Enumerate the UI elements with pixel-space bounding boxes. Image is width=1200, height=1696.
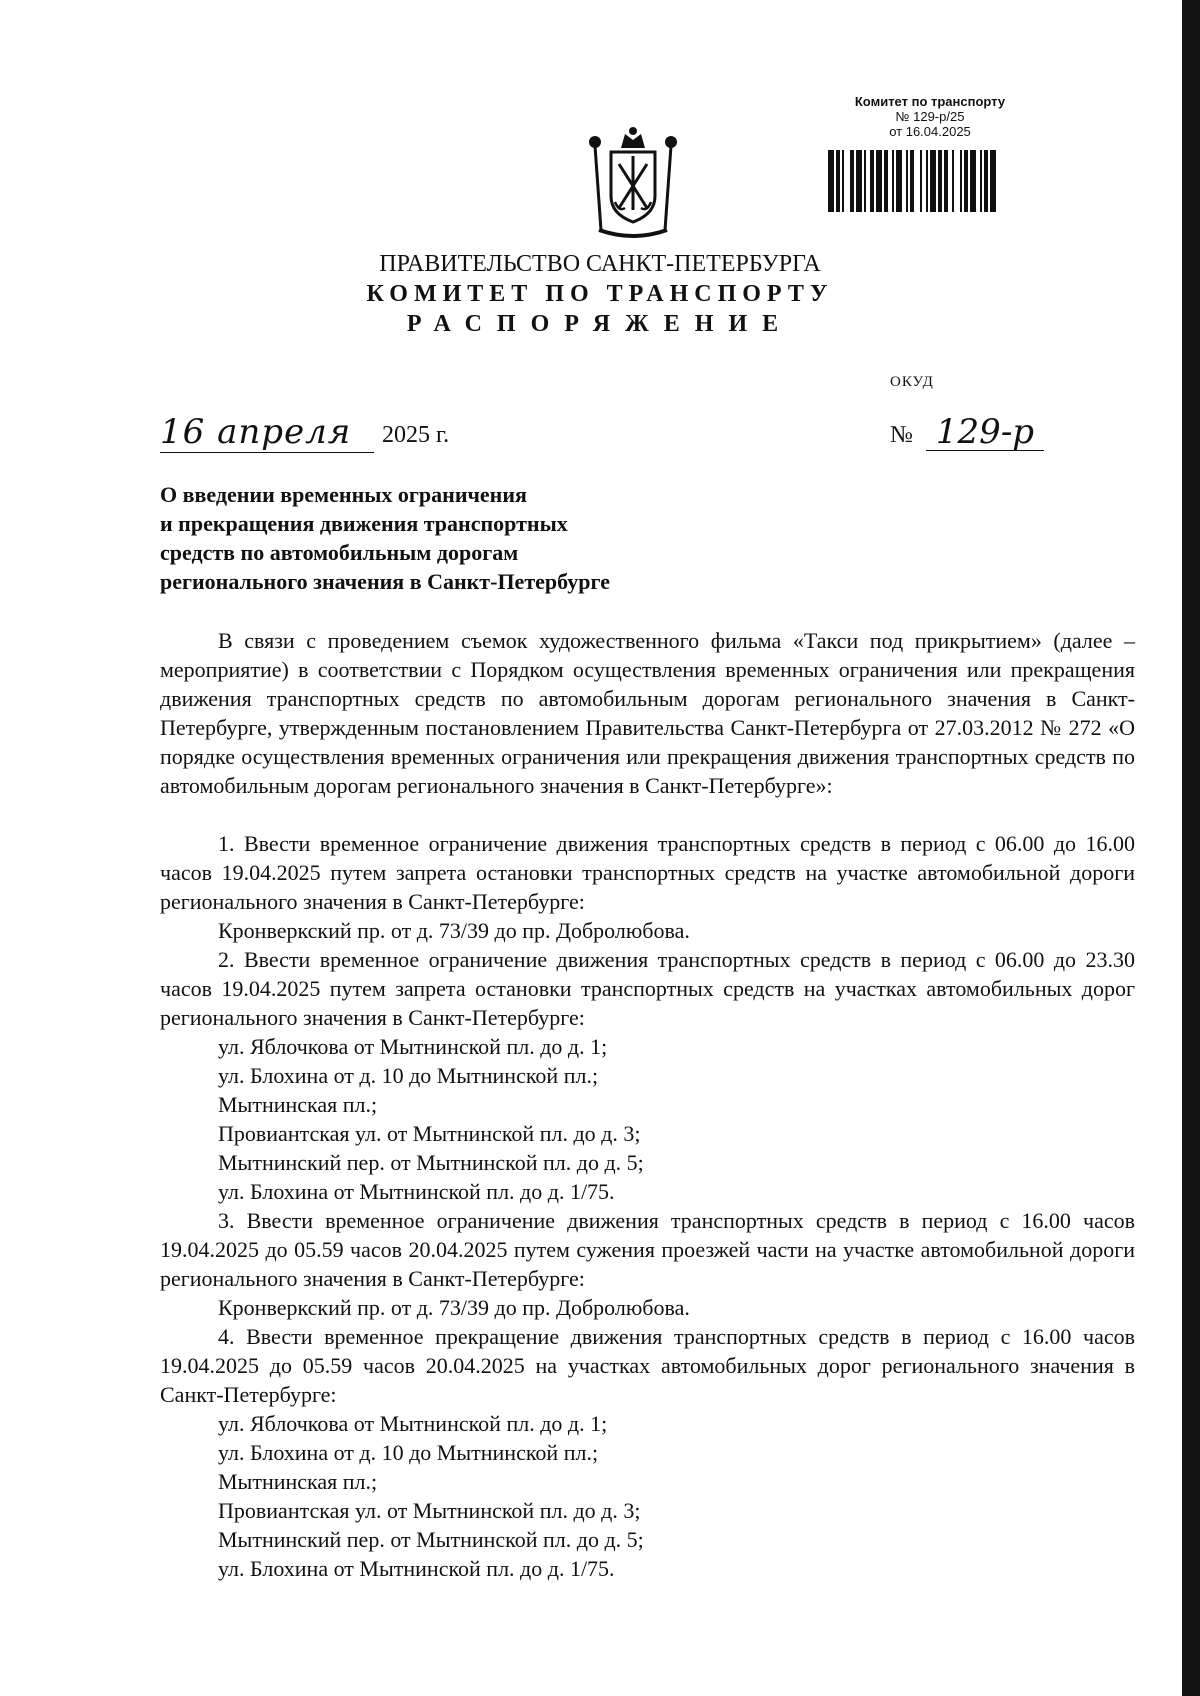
scan-edge	[1182, 0, 1200, 1696]
stamp-organization: Комитет по транспорту	[854, 94, 1006, 109]
street-line: Провиантская ул. от Мытнинской пл. до д. 3;	[218, 1498, 641, 1523]
committee-title: КОМИТЕТ ПО ТРАНСПОРТУ	[366, 281, 834, 307]
subject-line: О введении временных ограничения	[160, 482, 527, 507]
stamp-number: № 129-р/25	[895, 109, 965, 124]
item-paragraph: 1. Ввести временное ограничение движения транспортных средств в период с 06.00 до 16.00 часов 19.04.2025 путем запрета остановки транспортных средств на участке автомобильной дороги регионального значения в Санкт-Петербурге:	[160, 831, 1135, 914]
document-subject	[160, 480, 680, 596]
subject-line: регионального значения в Санкт-Петербурге	[160, 569, 610, 594]
street-line: ул. Яблочкова от Мытнинской пл. до д. 1;	[218, 1411, 608, 1436]
street-line: Кронверкский пр. от д. 73/39 до пр. Добролюбова.	[218, 918, 690, 943]
subject-line: средств по автомобильным дорогам	[160, 540, 519, 565]
handwritten-number: 129-р	[926, 414, 1044, 451]
subject-line: и прекращения движения транспортных	[160, 511, 568, 536]
street-line: Провиантская ул. от Мытнинской пл. до д. 3;	[218, 1121, 641, 1146]
street-line: ул. Блохина от д. 10 до Мытнинской пл.;	[218, 1063, 599, 1088]
street-line: ул. Блохина от д. 10 до Мытнинской пл.;	[218, 1440, 599, 1465]
street-line: Мытнинская пл.;	[218, 1092, 378, 1117]
document-header	[300, 249, 900, 339]
street-line: Мытнинский пер. от Мытнинской пл. до д. 5;	[218, 1150, 644, 1175]
street-line: ул. Блохина от Мытнинской пл. до д. 1/75.	[218, 1556, 615, 1581]
stamp-date: от 16.04.2025	[889, 124, 971, 139]
item-paragraph: 4. Ввести временное прекращение движения транспортных средств в период с 16.00 часов 19.04.2025 до 05.59 часов 20.04.2025 на участках автомобильных дорог регионального значения в Санкт-Петербурге:	[160, 1324, 1135, 1407]
street-line: ул. Блохина от Мытнинской пл. до д. 1/75.	[218, 1179, 615, 1204]
preamble-paragraph: В связи с проведением съемок художественного фильма «Такси под прикрытием» (далее – мероприятие) в соответствии с Порядком осуществления временных ограничения или прекращения движения транспортных средств по автомобильным дорогам регионального значения в Санкт-Петербурге, утвержденным постановлением Правительства Санкт-Петербурга от 27.03.2012 № 272 «О порядке осуществления временных ограничения или прекращения движения транспортных средств по автомобильным дорогам регионального значения в Санкт-Петербурге»:	[160, 628, 1135, 798]
document-body	[160, 626, 1135, 1583]
document-type: РАСПОРЯЖЕНИЕ	[406, 311, 794, 337]
street-line: Мытнинский пер. от Мытнинской пл. до д. 5;	[218, 1527, 644, 1552]
street-line: Мытнинская пл.;	[218, 1469, 378, 1494]
coat-of-arms-emblem	[585, 126, 681, 240]
government-title: ПРАВИТЕЛЬСТВО САНКТ-ПЕТЕРБУРГА	[379, 251, 821, 277]
document-date	[160, 414, 460, 454]
item-paragraph: 3. Ввести временное ограничение движения транспортных средств в период с 16.00 часов 19.04.2025 до 05.59 часов 20.04.2025 путем сужения проезжей части на участке автомобильной дороги регионального значения в Санкт-Петербурге:	[160, 1208, 1135, 1291]
document-number	[890, 414, 1050, 454]
item-paragraph: 2. Ввести временное ограничение движения транспортных средств в период с 06.00 до 23.30 часов 19.04.2025 путем запрета остановки транспортных средств на участках автомобильных дорог регионального значения в Санкт-Петербурге:	[160, 947, 1135, 1030]
registration-stamp	[820, 94, 1040, 139]
handwritten-date: 16 апреля	[160, 414, 374, 453]
street-line: Кронверкский пр. от д. 73/39 до пр. Добролюбова.	[218, 1295, 690, 1320]
date-year: 2025 г.	[382, 422, 450, 448]
street-line: ул. Яблочкова от Мытнинской пл. до д. 1;	[218, 1034, 608, 1059]
number-sign: №	[890, 422, 913, 448]
barcode	[828, 150, 1036, 212]
okud-label: ОКУД	[890, 374, 934, 390]
